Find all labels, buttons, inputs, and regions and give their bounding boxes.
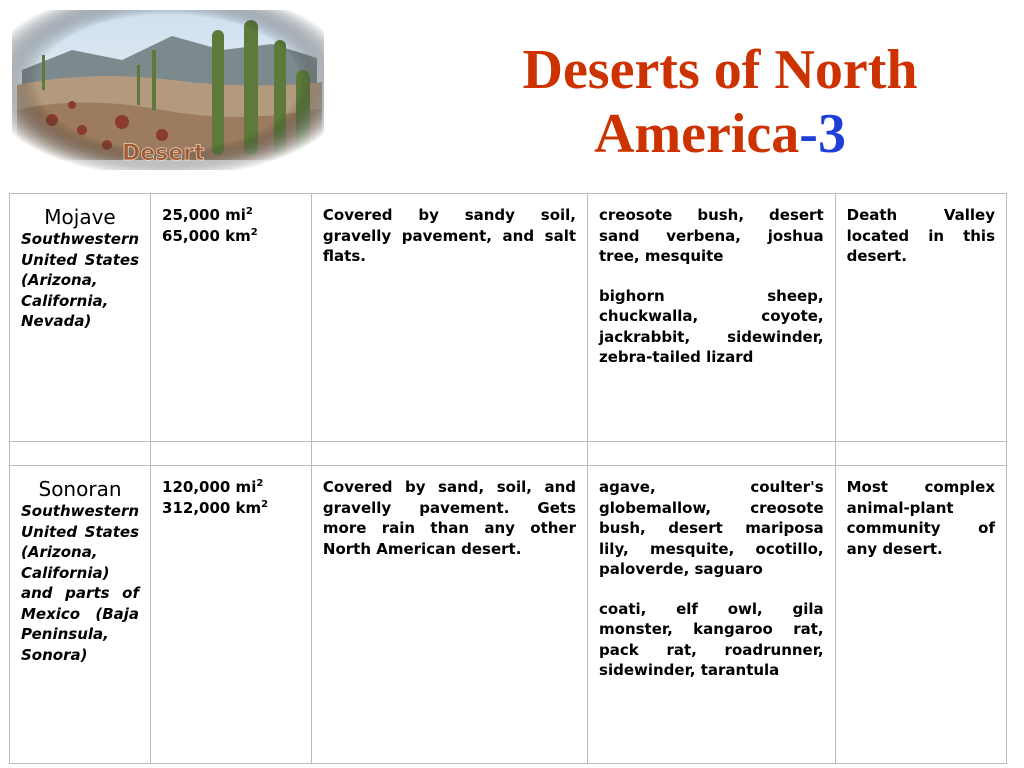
area-mi: 25,000 mi [162, 206, 246, 224]
desert-location: Southwestern United States (Arizona, California) and parts of Mexico (Baja Peninsula, Sonora) [21, 502, 140, 664]
title-separator: - [799, 103, 818, 165]
animals-text: coati, elf owl, gila monster, kangaroo rat, pack rat, roadrunner, sidewinder, tarantula [599, 599, 824, 679]
area-km: 312,000 km [162, 498, 262, 517]
desert-name-cell [10, 466, 151, 764]
desert-landscape-icon [12, 10, 324, 170]
table-row [10, 466, 1007, 764]
desert-name: Sonoran [38, 477, 122, 501]
notes-cell: Most complex animal-plant community of any desert. [835, 466, 1006, 764]
page-title [470, 38, 970, 166]
area-mi: 120,000 mi [162, 478, 257, 496]
desert-location: Southwestern United States (Arizona, California, Nevada) [21, 230, 140, 330]
row-divider [10, 442, 1007, 466]
area-mi-sup: 2 [245, 206, 253, 217]
title-main: Deserts of North America [522, 39, 918, 165]
terrain-cell: Covered by sandy soil, gravelly pavement, and salt flats. [311, 194, 587, 442]
table-row [10, 194, 1007, 442]
terrain-cell: Covered by sand, soil, and gravelly pavement. Gets more rain than any other North American desert. [311, 466, 587, 764]
flora-fauna-cell [588, 466, 836, 764]
desert-name-cell [10, 194, 151, 442]
area-km: 65,000 km [162, 226, 251, 245]
area-cell [151, 466, 312, 764]
flora-fauna-cell [588, 194, 836, 442]
animals-text: bighorn sheep, chuckwalla, coyote, jackrabbit, sidewinder, zebra-tailed lizard [599, 286, 824, 366]
title-number: 3 [817, 103, 846, 165]
area-km-sup: 2 [261, 498, 269, 510]
area-mi-sup: 2 [256, 478, 264, 489]
area-km-sup: 2 [250, 226, 258, 238]
deserts-table [9, 193, 1007, 764]
desert-name: Mojave [44, 205, 116, 229]
plants-text: agave, coulter's globemallow, creosote bush, desert mariposa lily, mesquite, ocotillo, paloverde, saguaro [599, 478, 824, 578]
desert-logo-image [12, 10, 324, 170]
logo-label: Desert [122, 141, 205, 166]
area-cell [151, 194, 312, 442]
notes-cell: Death Valley located in this desert. [835, 194, 1006, 442]
plants-text: creosote bush, desert sand verbena, joshua tree, mesquite [599, 206, 824, 265]
